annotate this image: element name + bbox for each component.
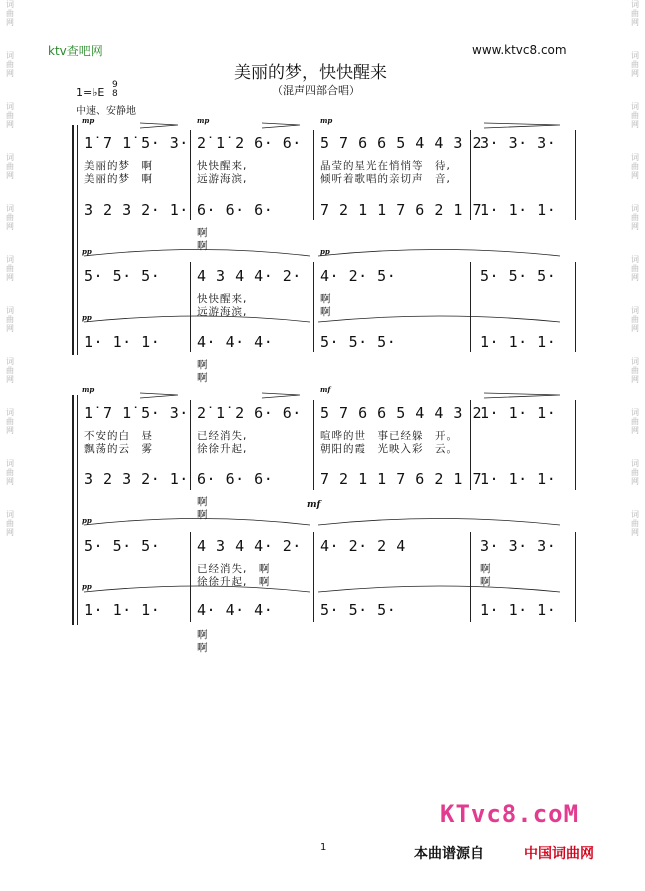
watermark-char: 网 [631, 324, 639, 333]
watermark-char: 曲 [6, 468, 14, 477]
watermark-char: 网 [6, 18, 14, 27]
time-signature-top: 9 [112, 80, 118, 90]
watermark-char: 词 [631, 357, 639, 366]
key-signature: 1=♭E [76, 86, 105, 99]
alto-lyric-verse2: 啊 [197, 509, 209, 521]
soprano-lyric-verse2: 倾听着歌唱的亲切声 音, [320, 173, 451, 185]
alto-lyric-verse1: 啊 [197, 496, 209, 508]
watermark-char: 词 [631, 153, 639, 162]
tenor-measure-4: 5· 5· 5· [480, 267, 557, 285]
watermark-char: 网 [6, 426, 14, 435]
soprano-measure-3: 5 7 6 6 5 4 4 3 2 [320, 404, 483, 422]
watermark-char: 网 [631, 528, 639, 537]
watermark-char: 词 [6, 0, 14, 9]
bass-measure-4: 1· 1· 1· [480, 333, 557, 351]
watermark-char: 词 [631, 408, 639, 417]
dynamic-pp: pp [82, 582, 92, 591]
watermark-char: 词 [6, 255, 14, 264]
soprano-lyric-verse1: 不安的白 昼 [84, 430, 153, 442]
watermark-char: 网 [6, 120, 14, 129]
watermark-char: 词 [631, 102, 639, 111]
watermark-char: 曲 [6, 9, 14, 18]
watermark-char: 曲 [631, 60, 639, 69]
watermark-char: 曲 [631, 9, 639, 18]
tenor-lyric-verse2: 啊 [480, 576, 492, 588]
tenor-measure-1: 5· 5· 5· [84, 267, 161, 285]
soprano-lyric-verse2: 远游海滨, [197, 173, 248, 185]
tenor-lyric-verse2: 远游海滨, [197, 306, 248, 318]
watermark-char: 词 [6, 408, 14, 417]
watermark-char: 词 [631, 510, 639, 519]
watermark-char: 网 [6, 324, 14, 333]
dynamic-mp: mp [82, 116, 95, 125]
watermark-char: 网 [6, 171, 14, 180]
soprano-lyric-verse1: 快快醒来, [197, 160, 248, 172]
time-signature-bottom: 8 [112, 89, 118, 99]
watermark-char: 曲 [631, 315, 639, 324]
watermark-char: 网 [631, 375, 639, 384]
dynamic-pp: pp [82, 313, 92, 322]
tenor-lyric-verse1: 啊 [480, 563, 492, 575]
watermark-char: 网 [6, 477, 14, 486]
watermark-char: 曲 [6, 366, 14, 375]
watermark-char: 网 [631, 426, 639, 435]
watermark-char: 网 [6, 375, 14, 384]
alto-measure-3: 7 2 1 1 7 6 2 1 7 [320, 201, 483, 219]
soprano-lyric-verse2: 美丽的梦 啊 [84, 173, 153, 185]
dynamic-mp: mp [197, 116, 210, 125]
alto-measure-2: 6· 6· 6· [197, 470, 274, 488]
watermark-char: 曲 [6, 213, 14, 222]
watermark-char: 网 [631, 273, 639, 282]
tenor-measure-4: 3· 3· 3· [480, 537, 557, 555]
soprano-measure-3: 5 7 6 6 5 4 4 3 2 [320, 134, 483, 152]
watermark-char: 词 [631, 51, 639, 60]
watermark-char: 词 [6, 102, 14, 111]
watermark-char: 词 [631, 255, 639, 264]
source-site: 中国词曲网 [524, 846, 594, 862]
alto-lyric-verse2: 啊 [197, 240, 209, 252]
dynamic-pp: pp [82, 247, 92, 256]
watermark-char: 网 [631, 171, 639, 180]
soprano-measure-2: 2̇ 1̇ 2 6· 6· [197, 404, 302, 422]
watermark-char: 词 [6, 306, 14, 315]
bass-lyric-verse2: 啊 [197, 372, 209, 384]
watermark-char: 词 [6, 459, 14, 468]
tenor-lyric-verse1: 快快醒来, [197, 293, 248, 305]
watermark-char: 曲 [6, 60, 14, 69]
tenor-lyric-verse2: 啊 [320, 306, 332, 318]
soprano-lyric-verse1: 喧哗的世 事已经躲 开。 [320, 430, 458, 442]
soprano-measure-4: 1· 1· 1· [480, 404, 557, 422]
soprano-measure-4: 3· 3· 3· [480, 134, 557, 152]
watermark-char: 曲 [6, 315, 14, 324]
bass-measure-2: 4· 4· 4· [197, 601, 274, 619]
alto-measure-4: 1· 1· 1· [480, 470, 557, 488]
bass-measure-2: 4· 4· 4· [197, 333, 274, 351]
bass-measure-4: 1· 1· 1· [480, 601, 557, 619]
alto-measure-1: 3 2 3 2· 1· [84, 201, 189, 219]
watermark-char: 词 [631, 0, 639, 9]
watermark-char: 曲 [631, 213, 639, 222]
alto-measure-4: 1· 1· 1· [480, 201, 557, 219]
watermark-char: 曲 [6, 417, 14, 426]
watermark-char: 曲 [631, 162, 639, 171]
soprano-lyric-verse1: 美丽的梦 啊 [84, 160, 153, 172]
dynamic-pp: pp [82, 516, 92, 525]
bass-measure-1: 1· 1· 1· [84, 601, 161, 619]
watermark-char: 词 [6, 510, 14, 519]
soprano-lyric-verse2: 飘荡的云 雾 [84, 443, 153, 455]
tenor-lyric-verse2: 徐徐升起, 啊 [197, 576, 271, 588]
watermark-char: 曲 [6, 162, 14, 171]
tenor-measure-1: 5· 5· 5· [84, 537, 161, 555]
tenor-lyric-verse1: 啊 [320, 293, 332, 305]
watermark-char: 曲 [631, 468, 639, 477]
tenor-measure-2: 4 3 4 4· 2· [197, 267, 302, 285]
watermark-char: 曲 [631, 111, 639, 120]
watermark-char: 词 [631, 204, 639, 213]
dynamic-mf: mf [320, 385, 331, 394]
watermark-char: 词 [6, 357, 14, 366]
watermark-char: 网 [6, 222, 14, 231]
alto-measure-2: 6· 6· 6· [197, 201, 274, 219]
tenor-measure-2: 4 3 4 4· 2· [197, 537, 302, 555]
soprano-lyric-verse1: 晶莹的星光在悄悄等 待, [320, 160, 451, 172]
bass-measure-3: 5· 5· 5· [320, 601, 397, 619]
source-label: 本曲谱源自 [414, 846, 484, 862]
soprano-lyric-verse1: 已经消失, [197, 430, 248, 442]
watermark-char: 曲 [6, 264, 14, 273]
watermark-char: 曲 [631, 366, 639, 375]
site-url-right: www.ktvc8.com [472, 43, 567, 57]
dynamic-mp: mp [82, 385, 95, 394]
alto-measure-3: 7 2 1 1 7 6 2 1 7 [320, 470, 483, 488]
tempo-marking: 中速、安静地 [76, 106, 136, 117]
watermark-char: 词 [6, 153, 14, 162]
bass-measure-3: 5· 5· 5· [320, 333, 397, 351]
soprano-measure-1: 1̇ 7 1̇ 5· 3· [84, 404, 189, 422]
tenor-measure-3: 4· 2· 2 4 [320, 537, 406, 555]
site-name-left: ktv查吧网 [48, 44, 103, 58]
soprano-lyric-verse2: 朝阳的霞 光映入彩 云。 [320, 443, 458, 455]
dynamic-mf: mf [307, 500, 321, 510]
watermark-char: 网 [631, 69, 639, 78]
dynamic-pp: pp [320, 247, 330, 256]
alto-lyric-verse1: 啊 [197, 227, 209, 239]
watermark-char: 网 [631, 477, 639, 486]
page-number: 1 [320, 842, 327, 853]
soprano-measure-1: 1̇ 7 1̇ 5· 3· [84, 134, 189, 152]
dynamic-mp: mp [320, 116, 333, 125]
watermark-char: 词 [6, 204, 14, 213]
watermark-char: 网 [631, 120, 639, 129]
page-title: 美丽的梦，快快醒来 [234, 63, 387, 83]
watermark-char: 网 [631, 222, 639, 231]
tenor-lyric-verse1: 已经消失, 啊 [197, 563, 271, 575]
ktvc8-logo: KTvc8.coM [440, 800, 580, 828]
page-subtitle: （混声四部合唱） [272, 84, 360, 97]
watermark-char: 词 [631, 459, 639, 468]
bass-lyric-verse1: 啊 [197, 629, 209, 641]
alto-measure-1: 3 2 3 2· 1· [84, 470, 189, 488]
watermark-char: 曲 [6, 519, 14, 528]
soprano-measure-2: 2̇ 1̇ 2 6· 6· [197, 134, 302, 152]
watermark-char: 曲 [631, 264, 639, 273]
tenor-measure-3: 4· 2· 5· [320, 267, 397, 285]
bass-measure-1: 1· 1· 1· [84, 333, 161, 351]
watermark-char: 网 [6, 69, 14, 78]
watermark-char: 曲 [631, 519, 639, 528]
watermark-char: 词 [631, 306, 639, 315]
watermark-char: 曲 [6, 111, 14, 120]
watermark-char: 词 [6, 51, 14, 60]
soprano-lyric-verse2: 徐徐升起, [197, 443, 248, 455]
watermark-char: 网 [6, 273, 14, 282]
watermark-char: 网 [6, 528, 14, 537]
watermark-char: 网 [631, 18, 639, 27]
bass-lyric-verse2: 啊 [197, 642, 209, 654]
bass-lyric-verse1: 啊 [197, 359, 209, 371]
watermark-char: 曲 [631, 417, 639, 426]
